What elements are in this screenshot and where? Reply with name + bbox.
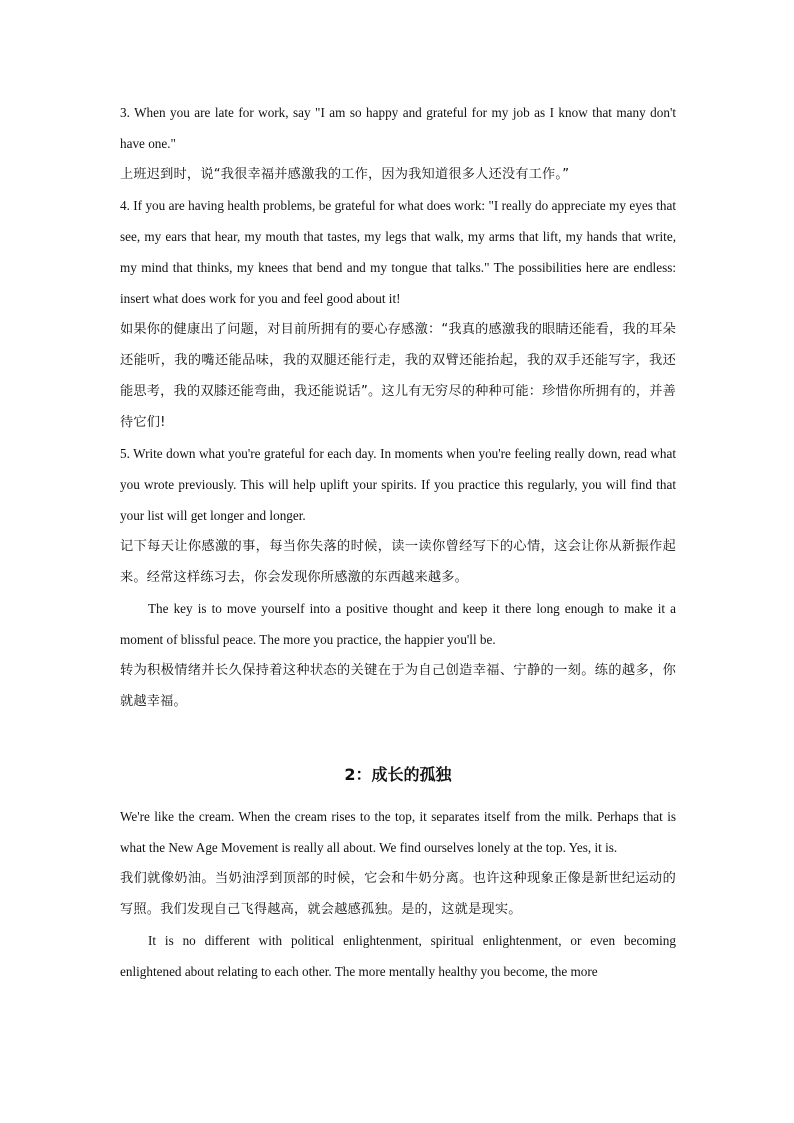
key-paragraph-english: The key is to move yourself into a positive thought and keep it there long enough to make it a moment of blissful peace. The more you practice, the happier you'll be.: [120, 601, 676, 647]
item-3-english: 3. When you are late for work, say "I am so happy and grateful for my job as I know that many don't have one.": [120, 105, 676, 151]
document-page: [120, 97, 676, 987]
item-5-english: 5. Write down what you're grateful for each day. In moments when you're feeling really down, read what you wrote previously. This will help uplift your spirits. If you practice this regularly, you will find that your list will get longer and longer.: [120, 446, 676, 523]
key-paragraph-chinese: 转为积极情绪并长久保持着这种状态的关键在于为自己创造幸福、宁静的一刻。练的越多，你就越幸福。: [120, 663, 676, 709]
enlightenment-paragraph-english: It is no different with political enlightenment, spiritual enlightenment, or even becoming enlightened about relating to each other. The more mentally healthy you become, the more: [120, 933, 676, 979]
cream-paragraph-english: We're like the cream. When the cream rises to the top, it separates itself from the milk. Perhaps that is what the New Age Movement is really all about. We find ourselves lonely at the top. Yes, it is.: [120, 809, 676, 855]
section-heading: 2：成长的孤独: [344, 765, 452, 784]
item-3-chinese: 上班迟到时，说“我很幸福并感激我的工作，因为我知道很多人还没有工作。”: [120, 167, 570, 182]
item-4-chinese: 如果你的健康出了问题，对目前所拥有的要心存感激：“我真的感激我的眼睛还能看，我的耳朵还能听，我的嘴还能品味，我的双腿还能行走，我的双臂还能抬起，我的双手还能写字，我还能思考，我的双膝还能弯曲，我还能说话”。这儿有无穷尽的种种可能：珍惜你所拥有的，并善待它们!: [120, 322, 676, 430]
item-5-chinese: 记下每天让你感激的事，每当你失落的时候，读一读你曾经写下的心情，这会让你从新振作起来。经常这样练习去，你会发现你所感激的东西越来越多。: [120, 539, 676, 585]
cream-paragraph-chinese: 我们就像奶油。当奶油浮到顶部的时候，它会和牛奶分离。也许这种现象正像是新世纪运动的写照。我们发现自己飞得越高，就会越感孤独。是的，这就是现实。: [120, 871, 676, 917]
item-4-english: 4. If you are having health problems, be grateful for what does work: "I really do appreciate my eyes that see, my ears that hear, my mouth that tastes, my legs that walk, my arms that lift, my hands that write, my mind that thinks, my knees that bend and my tongue that talks." The possibilities here are endless: insert what does work for you and feel good about it!: [120, 198, 676, 306]
